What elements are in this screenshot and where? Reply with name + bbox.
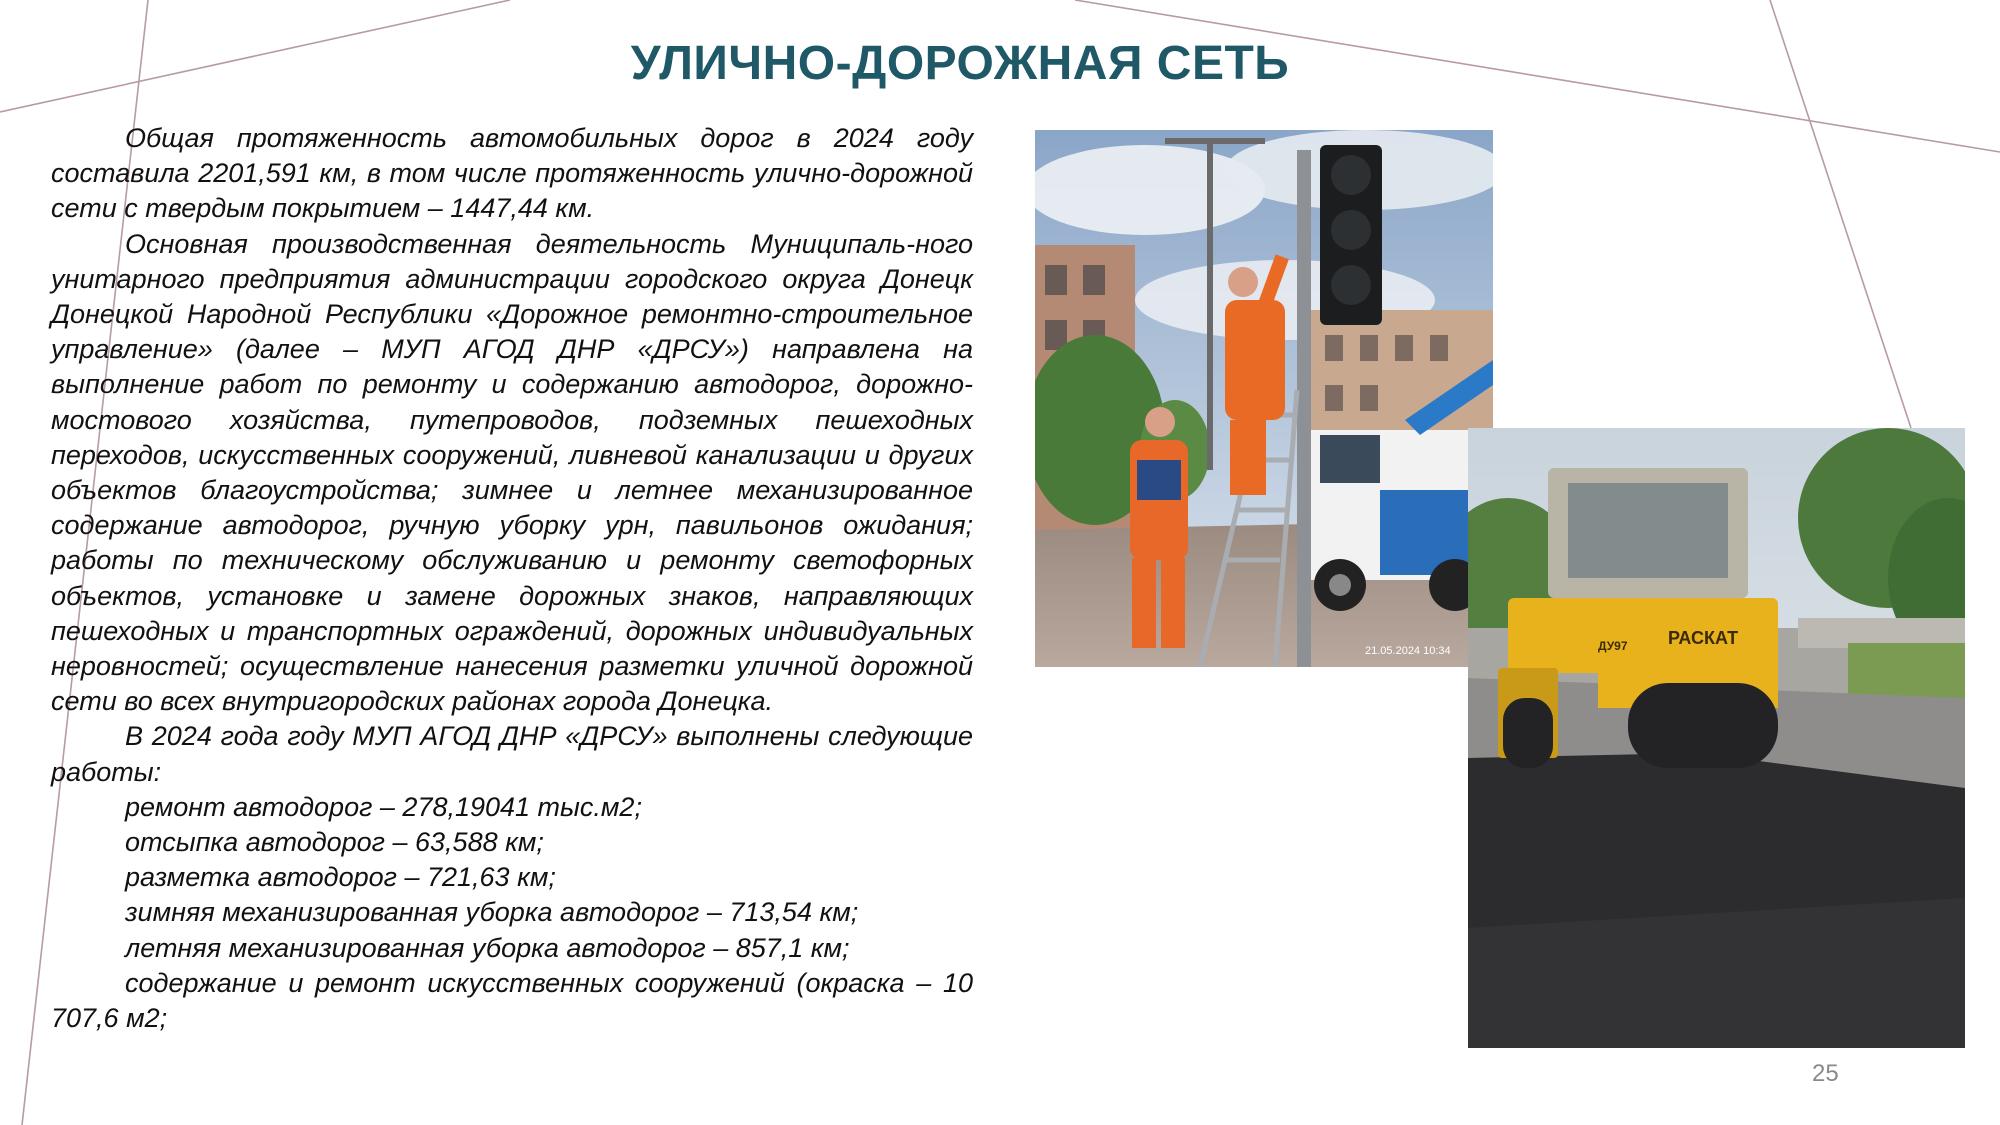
photo-timestamp: 21.05.2024 10:34 — [1365, 645, 1451, 657]
paragraph-works-intro: В 2024 года году МУП АГОД ДНР «ДРСУ» выполнены следующие работы: — [51, 721, 973, 787]
road-roller-photo — [1468, 428, 1965, 1048]
paragraph-main-activity: Основная производственная деятельность Муниципаль-ного унитарного предприятия администрации городского округа Донецк Донецкой Народной Республики «Дорожное ремонтно-строительное управление» (далее – МУП АГОД ДНР «ДРСУ») направлена на выполнение работ по ремонту и содержанию автодорог, дорожно-мостового хозяйства, путепроводов, подземных пешеходных переходов, искусственных сооружений, ливневой канализации и других объектов благоустройства; зимнее и летнее механизированное содержание автодорог, ручную уборку урн, павильонов ожидания; работы по техническому обслуживанию и ремонту светофорных объектов, установке и замене дорожных знаков, направляющих пешеходных и транспортных ограждений, дорожных индивидуальных неровностей; осуществление нанесения разметки уличной дорожной сети во всех внутригородских районах города Донецка. — [51, 228, 973, 717]
list-item: содержание и ремонт искусственных сооружений (окраска – 10 707,6 м2; — [51, 967, 973, 1034]
list-item: разметка автодорог – 721,63 км; — [125, 862, 556, 893]
list-item: зимняя механизированная уборка автодорог – 713,54 км; — [125, 897, 859, 928]
roller-brand: РАСКАТ — [1668, 628, 1739, 648]
slide-title: УЛИЧНО-ДОРОЖНАЯ СЕТЬ — [630, 37, 1290, 90]
paragraph-road-length: Общая протяженность автомобильных дорог в 2024 году составила 2201,591 км, в том числе протяженность улично-дорожной сети с твердым покрытием – 1447,44 км. — [51, 123, 973, 224]
traffic-light-photo — [1035, 130, 1493, 667]
list-item: ремонт автодорог – 278,19041 тыс.м2; — [125, 791, 642, 822]
list-item: отсыпка автодорог – 63,588 км; — [125, 827, 544, 858]
roller-model: ДУ97 — [1598, 639, 1628, 653]
body-text — [51, 121, 973, 1036]
page-number: 25 — [1812, 1060, 1839, 1087]
list-item: летняя механизированная уборка автодорог – 857,1 км; — [125, 932, 850, 963]
